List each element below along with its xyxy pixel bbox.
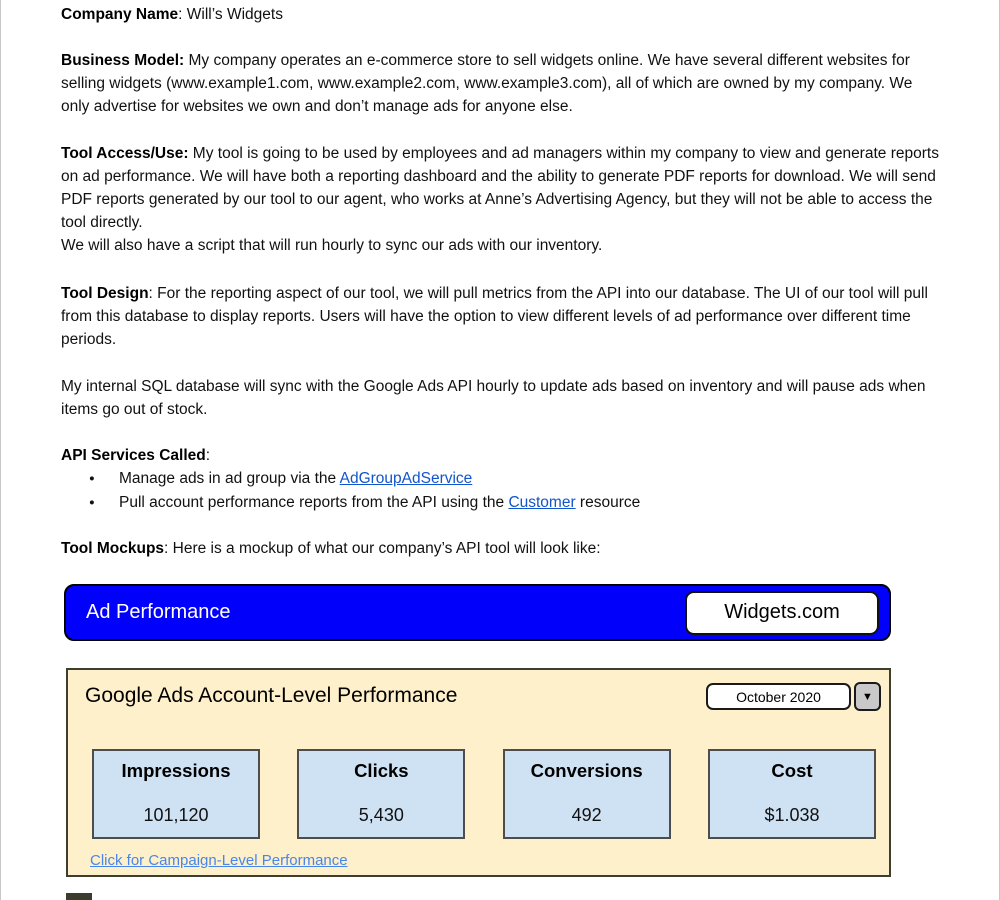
bullet1-pre: Manage ads in ad group via the: [119, 470, 340, 487]
business-model-label: Business Model:: [61, 52, 185, 69]
api-services-label: API Services Called: [61, 447, 206, 464]
metric-card-clicks: [297, 749, 465, 839]
tool-mockups-text: : Here is a mockup of what our company’s API tool will look like:: [164, 540, 601, 557]
tool-mockups-paragraph: [61, 537, 941, 560]
bullet-icon: ●: [89, 473, 95, 484]
metric-label: Conversions: [530, 760, 643, 781]
metric-label: Impressions: [121, 760, 231, 781]
sql-sync-paragraph: My internal SQL database will sync with the Google Ads API hourly to update ads based on inventory and will pause ads when items go out of stock.: [61, 378, 926, 418]
metric-label: Cost: [771, 760, 813, 781]
next-element-edge: [66, 893, 92, 900]
customer-resource-link[interactable]: Customer: [508, 494, 576, 511]
tool-access-paragraph: [61, 142, 941, 257]
list-item: [89, 467, 999, 491]
metric-value: $1.038: [764, 805, 820, 825]
company-name-line: [61, 0, 941, 26]
metric-card-cost: [708, 749, 876, 839]
metric-label: Clicks: [354, 760, 409, 781]
tool-access-text: My tool is going to be used by employees and ad managers within my company to view and generate reports on ad performance. We will have both a reporting dashboard and the ability to generate PDF reports for download. We will send PDF reports generated by our tool to our agent, who works at Anne’s Advertising Agency, but they will not be able to access the tool directly.: [61, 145, 939, 231]
company-name-label: Company Name: [61, 6, 179, 23]
metric-card-impressions: [92, 749, 260, 839]
campaign-level-performance-link[interactable]: Click for Campaign-Level Performance: [90, 852, 348, 869]
tool-design-text: : For the reporting aspect of our tool, we will pull metrics from the API into our database. The UI of our tool will pull from this database to display reports. Users will have the option to view different levels of ad performance over different time periods.: [61, 285, 928, 348]
mockup-header-title: Ad Performance: [86, 601, 231, 623]
api-services-list: [61, 467, 999, 515]
metric-card-conversions: [503, 749, 671, 839]
tool-design-label: Tool Design: [61, 285, 149, 302]
tool-access-label: Tool Access/Use:: [61, 145, 189, 162]
adgroupadservice-link[interactable]: AdGroupAdService: [339, 470, 473, 487]
bullet-icon: ●: [89, 497, 95, 508]
metrics-row: [92, 749, 876, 839]
chevron-down-icon[interactable]: ▼: [854, 682, 881, 711]
bullet1-text: [119, 467, 472, 491]
tool-access-text-line2: We will also have a script that will run hourly to sync our ads with our inventory.: [61, 237, 603, 254]
api-services-heading: [61, 444, 941, 467]
period-dropdown-value[interactable]: October 2020: [706, 683, 851, 710]
account-performance-panel: [66, 668, 891, 877]
business-model-paragraph: [61, 49, 941, 118]
mockup-header-bar: [64, 584, 891, 641]
business-model-text: My company operates an e-commerce store to sell widgets online. We have several different websites for selling widgets (www.example1.com, www.example2.com, www.example3.com), all of which are owned by my company. We only advertise for websites we own and don’t manage ads for anyone else.: [61, 52, 913, 115]
widgets-site-button[interactable]: Widgets.com: [685, 591, 879, 635]
tool-mockups-label: Tool Mockups: [61, 540, 165, 557]
panel-title: Google Ads Account-Level Performance: [85, 684, 458, 707]
tool-design-paragraph: [61, 282, 941, 351]
api-services-colon: :: [205, 447, 211, 464]
metric-value: 5,430: [358, 805, 404, 825]
metric-value: 492: [571, 805, 602, 825]
company-name-value: : Will’s Widgets: [178, 6, 283, 23]
list-item: [89, 491, 999, 515]
bullet2-text: [119, 491, 640, 515]
bullet2-pre: Pull account performance reports from the API using the: [119, 494, 509, 511]
period-dropdown[interactable]: [706, 682, 881, 711]
bullet2-post: resource: [575, 494, 641, 511]
metric-value: 101,120: [143, 805, 209, 825]
